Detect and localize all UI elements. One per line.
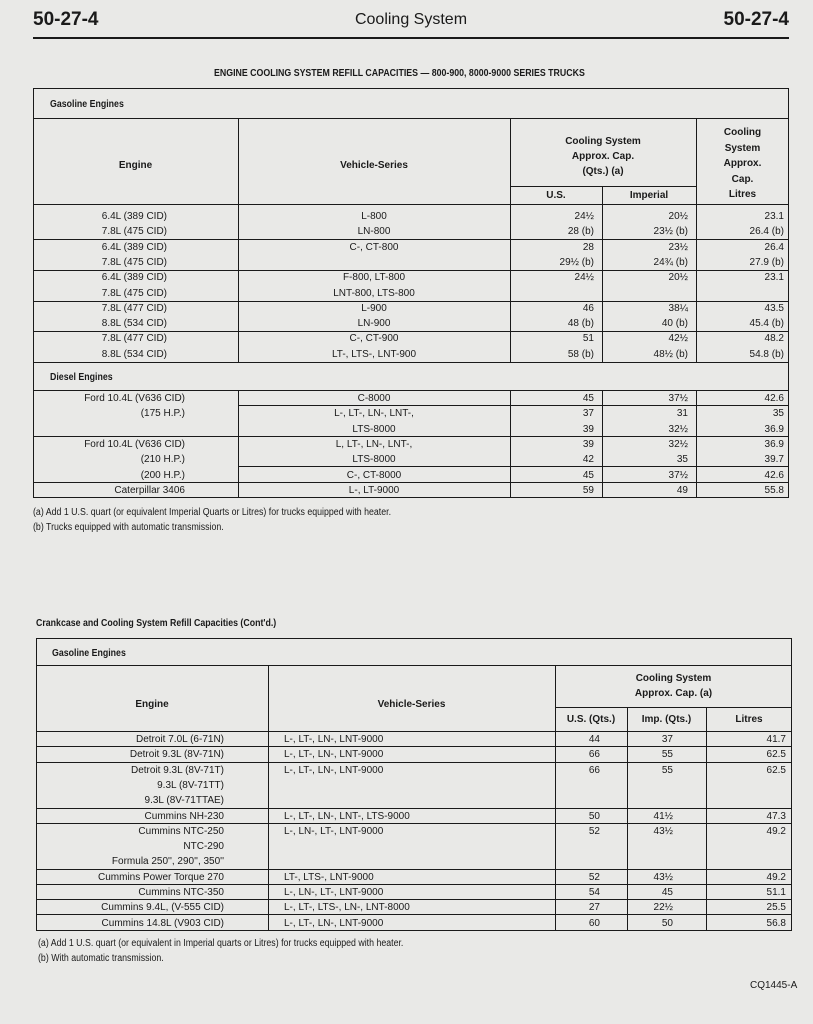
table2-head-litres: Litres bbox=[735, 714, 763, 725]
table2-title: Crankcase and Cooling System Refill Capacities (Cont'd.) bbox=[36, 618, 277, 629]
table1-diesel-vehicle-cell: LTS-8000 bbox=[352, 454, 396, 466]
table1-diesel-engine-cell: (210 H.P.) bbox=[140, 454, 185, 466]
table1-section-gasoline: Gasoline Engines bbox=[50, 99, 124, 110]
table1-vehicle-cell: LT-, LTS-, LNT-900 bbox=[331, 348, 417, 360]
table1-diesel-us-cell: 39 bbox=[582, 438, 594, 450]
table2-head-imp: Imp. (Qts.) bbox=[641, 714, 692, 725]
table1-imperial-cell: 23½ bbox=[668, 241, 688, 253]
table1-litres-cell bbox=[696, 286, 784, 301]
table2-imp-cell: 55 bbox=[661, 764, 673, 776]
table2-note-a: (a) Add 1 U.S. quart (or equivalent in Imperial quarts or Litres) for trucks equipped with heater. bbox=[38, 938, 404, 949]
table2-litres-cell: 62.5 bbox=[766, 764, 786, 776]
table2-us-cell: 52 bbox=[588, 871, 600, 883]
table1-diesel-litres-cell: 42.6 bbox=[764, 393, 784, 404]
table2-engine-cell: Cummins Power Torque 270 bbox=[98, 871, 224, 883]
table1-diesel-litres-cell: 39.7 bbox=[764, 454, 784, 466]
table1-diesel-engine-cell: (200 H.P.) bbox=[140, 469, 185, 481]
table2-head-cap-2: Approx. Cap. (a) bbox=[634, 688, 713, 699]
table2-imp-cell: 45 bbox=[661, 887, 673, 898]
table1-head-vehicle: Vehicle-Series bbox=[340, 160, 408, 171]
table1-us-cell: 51 bbox=[582, 333, 594, 345]
table1-diesel-vehicle-cell: L, LT-, LN-, LNT-, bbox=[335, 438, 413, 450]
table2-litres-cell bbox=[706, 793, 786, 808]
table1-diesel-vehicle-cell: C-8000 bbox=[357, 393, 391, 404]
table1-head-cap-2: Approx. Cap. bbox=[571, 151, 635, 162]
table2-us-cell bbox=[555, 839, 600, 854]
table1-litres-cell: 27.9 (b) bbox=[749, 256, 784, 268]
table2-vehicle-cell bbox=[284, 854, 554, 869]
page-number-right: 50-27-4 bbox=[723, 9, 789, 30]
table2-vehicle-cell: L-, LT-, LN-, LNT-9000 bbox=[284, 734, 384, 745]
table2-vehicle-cell: L-, LT-, LN-, LNT-9000 bbox=[284, 749, 384, 761]
table1-us-cell: 28 bbox=[582, 241, 594, 253]
table2-imp-cell: 22½ bbox=[653, 902, 673, 914]
table2-imp-cell: 43½ bbox=[653, 825, 673, 837]
table2-us-cell: 44 bbox=[588, 734, 600, 745]
table1-head-litres-5: Litres bbox=[728, 189, 757, 200]
table2-us-cell: 52 bbox=[588, 825, 600, 837]
table1-imperial-cell: 40 (b) bbox=[661, 318, 688, 330]
table1-engine-cell: 6.4L (389 CID) bbox=[101, 241, 167, 253]
table1-diesel-imperial-cell: 32½ bbox=[668, 423, 688, 435]
table1-imperial-cell: 23½ (b) bbox=[653, 226, 688, 238]
table1-vehicle-cell: C-, CT-800 bbox=[349, 241, 399, 253]
table1-diesel-litres-cell: 36.9 bbox=[764, 423, 784, 435]
table1-engine-cell: 7.8L (477 CID) bbox=[101, 333, 167, 345]
table1-engine-cell: 6.4L (389 CID) bbox=[101, 211, 167, 222]
table2-imp-cell: 37 bbox=[661, 734, 673, 745]
table2-vehicle-cell: L-, LT-, LN-, LNT-9000 bbox=[284, 764, 384, 776]
table1-litres-cell: 45.4 (b) bbox=[749, 318, 784, 330]
table2-litres-cell: 25.5 bbox=[766, 902, 786, 914]
table2-litres-cell: 49.2 bbox=[766, 871, 786, 883]
table1-diesel-us-cell: 45 bbox=[582, 393, 594, 404]
table1-engine-cell: 7.8L (475 CID) bbox=[101, 256, 167, 268]
table1-us-cell: 58 (b) bbox=[567, 348, 594, 360]
table1-us-cell: 24½ bbox=[574, 211, 594, 222]
table1-vehicle-cell: L-800 bbox=[361, 211, 387, 222]
table1-diesel-engine-cell: (175 H.P.) bbox=[140, 408, 185, 420]
table2-us-cell: 54 bbox=[588, 887, 600, 898]
table1-diesel-engine-cell bbox=[33, 422, 185, 437]
table2-head-cap-1: Cooling System bbox=[635, 673, 712, 684]
table1-imperial-cell: 20½ bbox=[668, 272, 688, 284]
table1-diesel-imperial-cell: 49 bbox=[676, 484, 688, 496]
table2-vehicle-cell: L-, LN-, LT-, LNT-9000 bbox=[284, 825, 384, 837]
table1-diesel-litres-cell: 55.8 bbox=[764, 484, 784, 496]
table1-litres-cell: 48.2 bbox=[764, 333, 784, 345]
table1-head-litres-2: System bbox=[724, 143, 761, 154]
table2-engine-cell: Cummins NH-230 bbox=[144, 810, 224, 822]
table2-vehicle-cell: L-, LT-, LN-, LNT-9000 bbox=[284, 917, 384, 929]
table2-engine-cell: Cummins 9.4L, (V-555 CID) bbox=[101, 902, 224, 914]
table1-diesel-litres-cell: 36.9 bbox=[764, 438, 784, 450]
table1-engine-cell: 8.8L (534 CID) bbox=[101, 348, 167, 360]
table2-imp-cell: 50 bbox=[661, 917, 673, 929]
table2-note-b: (b) With automatic transmission. bbox=[38, 953, 164, 964]
table1-diesel-engine-cell: Caterpillar 3406 bbox=[114, 484, 185, 496]
table2-imp-cell bbox=[627, 839, 673, 854]
table2-imp-cell: 43½ bbox=[653, 871, 673, 883]
table1-diesel-litres-cell: 35 bbox=[772, 408, 784, 420]
table1-vehicle-cell: LN-900 bbox=[357, 318, 391, 330]
table2-rule bbox=[36, 665, 792, 666]
table1-imperial-cell: 24¾ (b) bbox=[653, 256, 688, 268]
table2-imp-cell bbox=[627, 854, 673, 869]
table2-engine-cell: Detroit 7.0L (6-71N) bbox=[136, 734, 224, 745]
table2-litres-cell bbox=[706, 778, 786, 793]
table1-diesel-engine-cell: Ford 10.4L (V636 CID) bbox=[84, 438, 185, 450]
table1-vehicle-cell: L-900 bbox=[361, 302, 387, 314]
table2-litres-cell: 47.3 bbox=[766, 810, 786, 822]
table1-title: ENGINE COOLING SYSTEM REFILL CAPACITIES — 800-900, 8000-9000 SERIES TRUCKS bbox=[214, 68, 585, 79]
table1-us-cell bbox=[510, 286, 594, 301]
table2-engine-cell: NTC-290 bbox=[183, 841, 224, 853]
table1-vehicle-cell bbox=[238, 255, 510, 270]
table2-vehicle-cell bbox=[284, 839, 554, 854]
table1-diesel-us-cell: 39 bbox=[582, 423, 594, 435]
table1-imperial-cell: 20½ bbox=[668, 211, 688, 222]
table1-diesel-engine-cell: Ford 10.4L (V636 CID) bbox=[84, 393, 185, 404]
table2-engine-cell: Cummins NTC-350 bbox=[138, 887, 224, 898]
table2-vehicle-cell: LT-, LTS-, LNT-9000 bbox=[284, 871, 374, 883]
table1-head-us: U.S. bbox=[546, 190, 566, 201]
table1-diesel-vehicle-cell: L-, LT-, LN-, LNT-, bbox=[334, 408, 414, 420]
table1-group-rule bbox=[33, 362, 789, 363]
header-rule bbox=[33, 37, 789, 39]
table2-engine-cell: Cummins 14.8L (V903 CID) bbox=[101, 917, 224, 929]
table1-vehicle-cell: F-800, LT-800 bbox=[342, 272, 406, 284]
table2-vehicle-cell: L-, LT-, LN-, LNT-, LTS-9000 bbox=[284, 810, 410, 822]
page-number-left: 50-27-4 bbox=[33, 9, 99, 30]
table2-vehicle-cell bbox=[284, 793, 554, 808]
table2-vehicle-cell: L-, LN-, LT-, LNT-9000 bbox=[284, 887, 384, 898]
table1-diesel-us-cell: 37 bbox=[582, 408, 594, 420]
table1-imperial-cell: 38¼ bbox=[668, 302, 688, 314]
table1-engine-cell: 7.8L (475 CID) bbox=[101, 226, 167, 238]
table2-us-cell bbox=[555, 778, 600, 793]
table2-engine-cell: Formula 250'', 290'', 350'' bbox=[111, 856, 224, 868]
table1-section-diesel: Diesel Engines bbox=[50, 372, 113, 383]
table1-diesel-us-cell: 59 bbox=[582, 484, 594, 496]
table1-diesel-litres-cell: 42.6 bbox=[764, 469, 784, 481]
table1-diesel-us-cell: 42 bbox=[582, 454, 594, 466]
table2-section-gasoline: Gasoline Engines bbox=[52, 648, 126, 659]
table2-head-vehicle: Vehicle-Series bbox=[377, 699, 446, 710]
table2-litres-cell: 49.2 bbox=[766, 825, 786, 837]
table2-litres-cell: 56.8 bbox=[766, 917, 786, 929]
table2-imp-cell bbox=[627, 793, 673, 808]
table1-engine-cell: 7.8L (477 CID) bbox=[101, 302, 167, 314]
table1-litres-cell: 54.8 (b) bbox=[749, 348, 784, 360]
figure-code: CQ1445-A bbox=[750, 980, 798, 991]
table2-engine-cell: Cummins NTC-250 bbox=[138, 825, 224, 837]
table2-engine-cell: 9.3L (8V-71TT) bbox=[157, 779, 224, 791]
table2-engine-cell: Detroit 9.3L (8V-71N) bbox=[129, 749, 224, 761]
table1-head-cap-1: Cooling System bbox=[565, 136, 641, 147]
table1-diesel-imperial-cell: 31 bbox=[676, 408, 688, 420]
table1-engine-cell: 8.8L (534 CID) bbox=[101, 318, 167, 330]
table2-us-cell bbox=[555, 793, 600, 808]
table2-litres-cell bbox=[706, 854, 786, 869]
table1-engine-cell: 6.4L (389 CID) bbox=[101, 272, 167, 284]
page-title: Cooling System bbox=[354, 11, 468, 28]
table1-us-cell: 46 bbox=[582, 302, 594, 314]
table2-imp-cell: 41½ bbox=[653, 810, 673, 822]
table2-imp-cell: 55 bbox=[661, 749, 673, 761]
table2-litres-cell: 51.1 bbox=[766, 887, 786, 898]
table1-litres-cell: 26.4 (b) bbox=[749, 226, 784, 238]
table1-head-litres-4: Cap. bbox=[731, 174, 754, 185]
page-header bbox=[33, 9, 789, 31]
table2-engine-cell: 9.3L (8V-71TTAE) bbox=[144, 795, 224, 807]
table1-diesel-vehicle-cell: LTS-8000 bbox=[352, 423, 396, 435]
table1-litres-cell: 23.1 bbox=[764, 272, 784, 284]
table2-rule bbox=[555, 707, 792, 708]
table1-imperial-cell: 48½ (b) bbox=[653, 348, 688, 360]
table2-litres-cell: 41.7 bbox=[766, 734, 786, 745]
table1-head-litres-3: Approx. bbox=[723, 158, 762, 169]
table1-diesel-vehicle-cell: L-, LT-9000 bbox=[348, 484, 400, 496]
table2-us-cell bbox=[555, 854, 600, 869]
table1-us-cell: 29½ (b) bbox=[559, 256, 594, 268]
table2-litres-cell: 62.5 bbox=[766, 749, 786, 761]
table1-diesel-imperial-cell: 32½ bbox=[668, 438, 688, 450]
table1-us-cell: 48 (b) bbox=[567, 318, 594, 330]
table1-head-engine: Engine bbox=[118, 160, 153, 171]
table1-rule bbox=[510, 186, 696, 187]
table1-engine-cell: 7.8L (475 CID) bbox=[101, 287, 167, 299]
table1-rule bbox=[33, 204, 789, 205]
table2-us-cell: 60 bbox=[588, 917, 600, 929]
table2-head-us: U.S. (Qts.) bbox=[566, 714, 616, 725]
table1-diesel-imperial-cell: 37½ bbox=[668, 469, 688, 481]
table1-litres-cell: 23.1 bbox=[764, 211, 784, 222]
table1-note-a: (a) Add 1 U.S. quart (or equivalent Imperial Quarts or Litres) for trucks equipped with heater. bbox=[33, 507, 392, 518]
table2-us-cell: 66 bbox=[588, 764, 600, 776]
table2-us-cell: 66 bbox=[588, 749, 600, 761]
table1-note-b: (b) Trucks equipped with automatic transmission. bbox=[33, 522, 224, 533]
table1-imperial-cell bbox=[602, 286, 688, 301]
table1-vehicle-cell: C-, CT-900 bbox=[349, 333, 399, 345]
table2-vehicle-cell bbox=[284, 778, 554, 793]
table1-diesel-imperial-cell: 35 bbox=[676, 454, 688, 466]
table2-litres-cell bbox=[706, 839, 786, 854]
table1-rule bbox=[33, 118, 789, 119]
table1-diesel-imperial-cell: 37½ bbox=[668, 393, 688, 404]
table2-us-cell: 50 bbox=[588, 810, 600, 822]
table1-vehicle-cell: LN-800 bbox=[357, 226, 391, 238]
table1-diesel-vehicle-cell: C-, CT-8000 bbox=[346, 469, 402, 481]
table1-diesel-us-cell: 45 bbox=[582, 469, 594, 481]
table1-litres-cell: 26.4 bbox=[764, 241, 784, 253]
table1-head-imperial: Imperial bbox=[629, 190, 669, 201]
table1-head-litres-1: Cooling bbox=[723, 127, 762, 138]
table2-us-cell: 27 bbox=[588, 902, 600, 914]
table1-imperial-cell: 42½ bbox=[668, 333, 688, 345]
table1-litres-cell: 43.5 bbox=[764, 302, 784, 314]
table1-head-cap-3: (Qts.) (a) bbox=[582, 166, 624, 177]
table2-imp-cell bbox=[627, 778, 673, 793]
table2-vehicle-cell: L-, LT-, LTS-, LN-, LNT-8000 bbox=[284, 902, 410, 914]
table1-us-cell: 28 (b) bbox=[567, 226, 594, 238]
table1-vehicle-cell: LNT-800, LTS-800 bbox=[333, 287, 415, 299]
table2-engine-cell: Detroit 9.3L (8V-71T) bbox=[130, 764, 224, 776]
table2-head-engine: Engine bbox=[135, 699, 169, 710]
table1-us-cell: 24½ bbox=[574, 272, 594, 284]
